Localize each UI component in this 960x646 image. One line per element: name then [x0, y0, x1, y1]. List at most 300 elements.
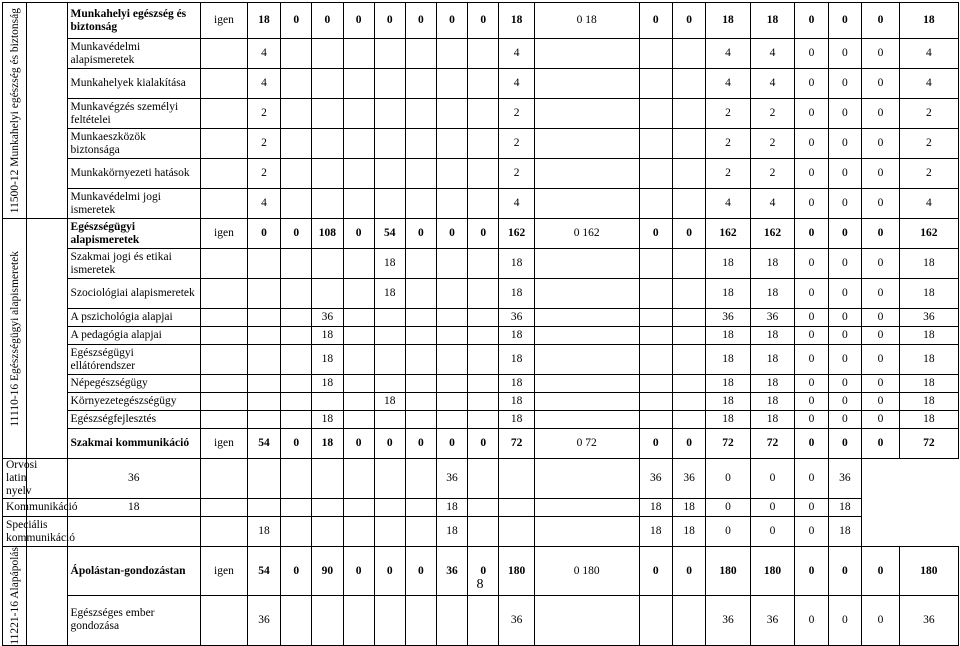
summary-cell — [672, 99, 705, 129]
summary-cell: 0 — [795, 309, 828, 327]
hours-cell — [281, 189, 312, 219]
summary-cell: 18 — [672, 499, 705, 517]
hours-cell: 0 — [468, 3, 499, 39]
module-name: A pszichológia alapjai — [67, 309, 201, 327]
hours-cell — [436, 129, 467, 159]
module-name: Népegészségügy — [67, 375, 201, 393]
hours-cell — [436, 159, 467, 189]
required-flag — [201, 39, 248, 69]
hours-cell — [312, 129, 343, 159]
summary-cell: 0 — [795, 375, 828, 393]
summary-cell: 2 — [899, 159, 958, 189]
hours-cell: 18 — [67, 499, 201, 517]
summary-cell: 2 — [706, 99, 751, 129]
page-number: 8 — [476, 577, 484, 592]
summary-cell: 0 — [672, 219, 705, 249]
summary-cell: 0 — [862, 327, 900, 345]
table-row — [3, 411, 959, 429]
block-spacer — [27, 3, 67, 219]
summary-cell: 0 — [795, 596, 828, 645]
total-hours-cell — [534, 327, 639, 345]
hours-cell: 0 — [468, 429, 499, 459]
summary-cell — [672, 129, 705, 159]
total-hours-cell — [534, 129, 639, 159]
summary-cell — [672, 393, 705, 411]
hours-cell — [281, 345, 312, 375]
hours-cell — [281, 596, 312, 645]
summary-cell — [499, 517, 535, 547]
summary-cell: 0 — [828, 596, 861, 645]
summary-cell — [639, 39, 672, 69]
summary-cell — [534, 459, 639, 499]
hours-cell: 0 — [436, 3, 467, 39]
hours-cell — [468, 411, 499, 429]
summary-cell: 18 — [750, 345, 795, 375]
summary-cell: 0 — [862, 39, 900, 69]
hours-cell — [468, 345, 499, 375]
summary-cell: 18 — [672, 517, 705, 547]
hours-cell — [312, 189, 343, 219]
table-row — [3, 3, 959, 39]
summary-cell: 4 — [706, 39, 751, 69]
summary-cell — [672, 249, 705, 279]
summary-cell — [534, 499, 639, 517]
hours-cell: 36 — [436, 547, 467, 596]
hours-cell — [405, 375, 436, 393]
summary-cell — [672, 39, 705, 69]
summary-cell: 18 — [750, 279, 795, 309]
summary-cell: 0 — [862, 596, 900, 645]
hours-cell — [374, 459, 405, 499]
hours-cell — [312, 249, 343, 279]
summary-cell: 0 — [639, 429, 672, 459]
hours-cell — [281, 39, 312, 69]
summary-cell: 18 — [828, 499, 861, 517]
required-flag — [201, 393, 248, 411]
hours-cell — [436, 39, 467, 69]
total-hours-cell — [534, 159, 639, 189]
summary-cell: 4 — [750, 39, 795, 69]
summary-cell: 0 — [828, 99, 861, 129]
table-row — [3, 249, 959, 279]
summary-cell: 2 — [750, 99, 795, 129]
hours-cell — [343, 39, 374, 69]
hours-cell: 0 — [405, 219, 436, 249]
hours-cell — [312, 159, 343, 189]
hours-cell — [374, 375, 405, 393]
hours-cell: 36 — [312, 309, 343, 327]
required-flag — [201, 345, 248, 375]
summary-cell: 0 — [795, 39, 828, 69]
hours-cell: 18 — [436, 517, 467, 547]
hours-cell — [312, 459, 343, 499]
hours-cell: 36 — [67, 459, 201, 499]
hours-cell: 18 — [374, 393, 405, 411]
total-hours-cell — [534, 393, 639, 411]
required-flag — [201, 375, 248, 393]
summary-cell — [499, 499, 535, 517]
summary-cell: 0 — [828, 279, 861, 309]
required-flag — [201, 327, 248, 345]
summary-cell: 36 — [899, 309, 958, 327]
summary-cell: 0 — [828, 189, 861, 219]
summary-cell: 18 — [706, 3, 751, 39]
hours-cell — [281, 459, 312, 499]
hours-cell — [374, 129, 405, 159]
hours-cell: 18 — [312, 345, 343, 375]
summary-cell: 0 — [862, 219, 900, 249]
summary-cell: 0 — [750, 459, 795, 499]
summary-cell: 36 — [750, 309, 795, 327]
hours-cell: 0 — [468, 219, 499, 249]
hours-cell — [436, 393, 467, 411]
hours-cell: 18 — [374, 279, 405, 309]
summary-cell: 180 — [750, 547, 795, 596]
table-row — [3, 429, 959, 459]
hours-cell — [468, 129, 499, 159]
hours-cell — [436, 345, 467, 375]
summary-cell — [639, 309, 672, 327]
summary-cell: 0 — [795, 189, 828, 219]
summary-cell: 72 — [899, 429, 958, 459]
hours-cell — [405, 499, 436, 517]
module-name: Egészségügyi alapismeretek — [67, 219, 201, 249]
module-name: Munkahelyek kialakítása — [67, 69, 201, 99]
hours-cell: 18 — [499, 3, 535, 39]
hours-cell — [468, 69, 499, 99]
hours-cell — [312, 279, 343, 309]
hours-cell: 18 — [312, 429, 343, 459]
summary-cell — [639, 327, 672, 345]
summary-cell: 0 — [795, 3, 828, 39]
hours-cell: 0 — [343, 219, 374, 249]
hours-cell — [468, 189, 499, 219]
summary-cell: 0 — [828, 547, 861, 596]
module-name: Egészséges ember gondozása — [67, 596, 201, 645]
summary-cell — [639, 69, 672, 99]
hours-cell — [405, 159, 436, 189]
hours-cell: 2 — [247, 129, 280, 159]
hours-cell: 162 — [499, 219, 535, 249]
required-flag — [201, 309, 248, 327]
hours-cell — [247, 309, 280, 327]
summary-cell: 0 — [828, 69, 861, 99]
summary-cell: 72 — [750, 429, 795, 459]
hours-cell — [343, 69, 374, 99]
total-hours-cell — [534, 345, 639, 375]
summary-cell: 0 — [706, 459, 751, 499]
summary-cell: 18 — [899, 375, 958, 393]
hours-cell — [281, 393, 312, 411]
hours-cell: 4 — [499, 39, 535, 69]
hours-cell — [405, 249, 436, 279]
summary-cell: 0 — [862, 393, 900, 411]
hours-cell: 36 — [436, 459, 467, 499]
hours-cell: 18 — [499, 249, 535, 279]
hours-cell: 4 — [247, 39, 280, 69]
hours-cell — [436, 99, 467, 129]
required-flag — [201, 69, 248, 99]
summary-cell: 0 — [706, 517, 751, 547]
hours-cell — [468, 309, 499, 327]
summary-cell: 18 — [750, 327, 795, 345]
table-row — [3, 393, 959, 411]
summary-cell: 2 — [750, 159, 795, 189]
total-hours-cell — [534, 189, 639, 219]
block-label-text: 11500-12 Munkahelyi egészség és biztonság — [8, 7, 21, 214]
summary-cell: 0 — [828, 429, 861, 459]
summary-cell: 18 — [750, 3, 795, 39]
summary-cell — [639, 189, 672, 219]
hours-cell: 180 — [499, 547, 535, 596]
table-row — [3, 327, 959, 345]
summary-cell: 0 — [862, 99, 900, 129]
hours-cell — [468, 249, 499, 279]
hours-cell — [405, 596, 436, 645]
hours-cell — [281, 129, 312, 159]
summary-cell: 18 — [706, 411, 751, 429]
required-flag: igen — [201, 547, 248, 596]
hours-cell: 0 — [405, 547, 436, 596]
summary-cell: 0 — [862, 375, 900, 393]
hours-cell: 0 — [247, 219, 280, 249]
summary-cell: 18 — [706, 249, 751, 279]
total-hours-cell — [468, 499, 499, 517]
summary-cell: 18 — [750, 393, 795, 411]
total-hours-cell — [534, 249, 639, 279]
hours-cell — [436, 279, 467, 309]
hours-cell — [281, 517, 312, 547]
hours-cell: 2 — [247, 99, 280, 129]
summary-cell: 0 — [828, 345, 861, 375]
required-flag — [201, 189, 248, 219]
module-name: Munkavédelmi alapismeretek — [67, 39, 201, 69]
hours-cell — [201, 517, 248, 547]
hours-cell — [468, 327, 499, 345]
block-label-text: 11221-16 Alapápolás — [8, 547, 21, 645]
summary-cell: 72 — [706, 429, 751, 459]
hours-cell — [281, 375, 312, 393]
summary-cell — [639, 249, 672, 279]
hours-cell — [405, 279, 436, 309]
summary-cell: 4 — [706, 69, 751, 99]
summary-cell: 0 — [795, 129, 828, 159]
table-row — [3, 219, 959, 249]
block-spacer — [27, 547, 67, 646]
summary-cell: 180 — [706, 547, 751, 596]
hours-cell: 0 — [343, 547, 374, 596]
summary-cell: 0 — [862, 429, 900, 459]
required-flag — [201, 159, 248, 189]
summary-cell — [672, 375, 705, 393]
module-name: Munkahelyi egészség és biztonság — [67, 3, 201, 39]
summary-cell: 2 — [706, 159, 751, 189]
summary-cell: 18 — [639, 499, 672, 517]
summary-cell: 0 — [795, 429, 828, 459]
summary-cell: 0 — [862, 345, 900, 375]
summary-cell: 4 — [706, 189, 751, 219]
summary-cell: 0 — [795, 499, 828, 517]
summary-cell — [639, 99, 672, 129]
total-hours-cell — [534, 39, 639, 69]
hours-cell: 72 — [499, 429, 535, 459]
summary-cell: 0 — [672, 547, 705, 596]
hours-cell — [468, 596, 499, 645]
module-name: Szakmai kommunikáció — [67, 429, 201, 459]
summary-cell — [672, 189, 705, 219]
total-hours-cell — [468, 459, 499, 499]
hours-cell — [374, 596, 405, 645]
hours-cell: 54 — [247, 547, 280, 596]
module-name: Munkavédelmi jogi ismeretek — [67, 189, 201, 219]
hours-cell — [343, 499, 374, 517]
hours-cell — [281, 309, 312, 327]
hours-cell — [201, 459, 248, 499]
hours-cell — [436, 375, 467, 393]
summary-cell: 0 — [795, 547, 828, 596]
summary-cell: 18 — [706, 375, 751, 393]
hours-cell — [374, 69, 405, 99]
table-row — [3, 39, 959, 69]
hours-cell: 0 — [281, 219, 312, 249]
block-label — [3, 3, 27, 219]
summary-cell — [499, 459, 535, 499]
summary-cell: 0 — [862, 69, 900, 99]
hours-cell: 18 — [312, 375, 343, 393]
hours-cell — [343, 279, 374, 309]
summary-cell: 0 — [828, 39, 861, 69]
total-hours-cell: 0 162 — [534, 219, 639, 249]
hours-cell — [312, 393, 343, 411]
curriculum-table — [2, 2, 959, 646]
hours-cell — [281, 279, 312, 309]
summary-cell: 18 — [899, 327, 958, 345]
hours-cell — [405, 39, 436, 69]
hours-cell — [436, 309, 467, 327]
hours-cell: 36 — [247, 596, 280, 645]
hours-cell: 18 — [499, 411, 535, 429]
hours-cell: 0 — [374, 3, 405, 39]
module-name: Speciális kommunikáció — [3, 517, 27, 547]
hours-cell — [247, 249, 280, 279]
summary-cell — [672, 345, 705, 375]
hours-cell — [405, 411, 436, 429]
module-name: A pedagógia alapjai — [67, 327, 201, 345]
summary-cell: 18 — [706, 327, 751, 345]
summary-cell — [672, 327, 705, 345]
summary-cell: 0 — [828, 3, 861, 39]
block-spacer — [27, 219, 67, 459]
hours-cell — [405, 69, 436, 99]
summary-cell: 0 — [828, 411, 861, 429]
block-label — [3, 219, 27, 459]
required-flag: igen — [201, 3, 248, 39]
hours-cell — [67, 517, 201, 547]
hours-cell — [343, 393, 374, 411]
hours-cell: 2 — [247, 159, 280, 189]
total-hours-cell — [534, 279, 639, 309]
hours-cell: 108 — [312, 219, 343, 249]
table-row — [3, 345, 959, 375]
hours-cell: 18 — [247, 517, 280, 547]
summary-cell: 0 — [828, 327, 861, 345]
hours-cell — [374, 309, 405, 327]
hours-cell — [312, 39, 343, 69]
summary-cell: 0 — [795, 459, 828, 499]
hours-cell: 4 — [499, 69, 535, 99]
module-name: Szociológiai alapismeretek — [67, 279, 201, 309]
summary-cell: 0 — [639, 219, 672, 249]
hours-cell — [281, 159, 312, 189]
hours-cell — [312, 596, 343, 645]
hours-cell — [468, 393, 499, 411]
summary-cell: 0 — [828, 249, 861, 279]
hours-cell: 18 — [247, 3, 280, 39]
hours-cell: 4 — [499, 189, 535, 219]
hours-cell: 2 — [499, 129, 535, 159]
hours-cell: 0 — [281, 547, 312, 596]
hours-cell: 18 — [312, 411, 343, 429]
required-flag — [201, 596, 248, 645]
hours-cell — [374, 499, 405, 517]
total-hours-cell: 0 180 — [534, 547, 639, 596]
hours-cell — [436, 249, 467, 279]
module-name: Orvosi latin nyelv — [3, 459, 27, 499]
hours-cell: 0 — [468, 547, 499, 596]
table-row — [3, 129, 959, 159]
required-flag: igen — [201, 219, 248, 249]
hours-cell — [281, 327, 312, 345]
hours-cell — [343, 596, 374, 645]
summary-cell: 18 — [706, 393, 751, 411]
hours-cell — [405, 517, 436, 547]
hours-cell — [281, 99, 312, 129]
summary-cell: 36 — [672, 459, 705, 499]
summary-cell: 0 — [795, 345, 828, 375]
summary-cell: 0 — [862, 547, 900, 596]
summary-cell — [639, 411, 672, 429]
block-label-text: 11110-16 Egészségügyi alapismeretek — [8, 250, 21, 427]
hours-cell: 0 — [281, 429, 312, 459]
hours-cell: 54 — [374, 219, 405, 249]
summary-cell: 0 — [706, 499, 751, 517]
summary-cell — [534, 517, 639, 547]
hours-cell: 2 — [499, 99, 535, 129]
summary-cell — [639, 393, 672, 411]
table-row — [3, 499, 959, 517]
summary-cell: 162 — [706, 219, 751, 249]
summary-cell — [639, 129, 672, 159]
total-hours-cell — [534, 309, 639, 327]
summary-cell: 0 — [862, 411, 900, 429]
hours-cell — [436, 189, 467, 219]
block-label — [3, 547, 27, 646]
total-hours-cell — [534, 411, 639, 429]
summary-cell: 0 — [862, 159, 900, 189]
hours-cell — [343, 159, 374, 189]
hours-cell — [405, 309, 436, 327]
summary-cell: 0 — [828, 159, 861, 189]
required-flag: igen — [201, 429, 248, 459]
summary-cell: 162 — [899, 219, 958, 249]
hours-cell — [343, 517, 374, 547]
hours-cell — [374, 411, 405, 429]
hours-cell: 18 — [374, 249, 405, 279]
summary-cell: 180 — [899, 547, 958, 596]
summary-cell: 0 — [862, 309, 900, 327]
summary-cell: 18 — [899, 3, 958, 39]
total-hours-cell — [534, 596, 639, 645]
